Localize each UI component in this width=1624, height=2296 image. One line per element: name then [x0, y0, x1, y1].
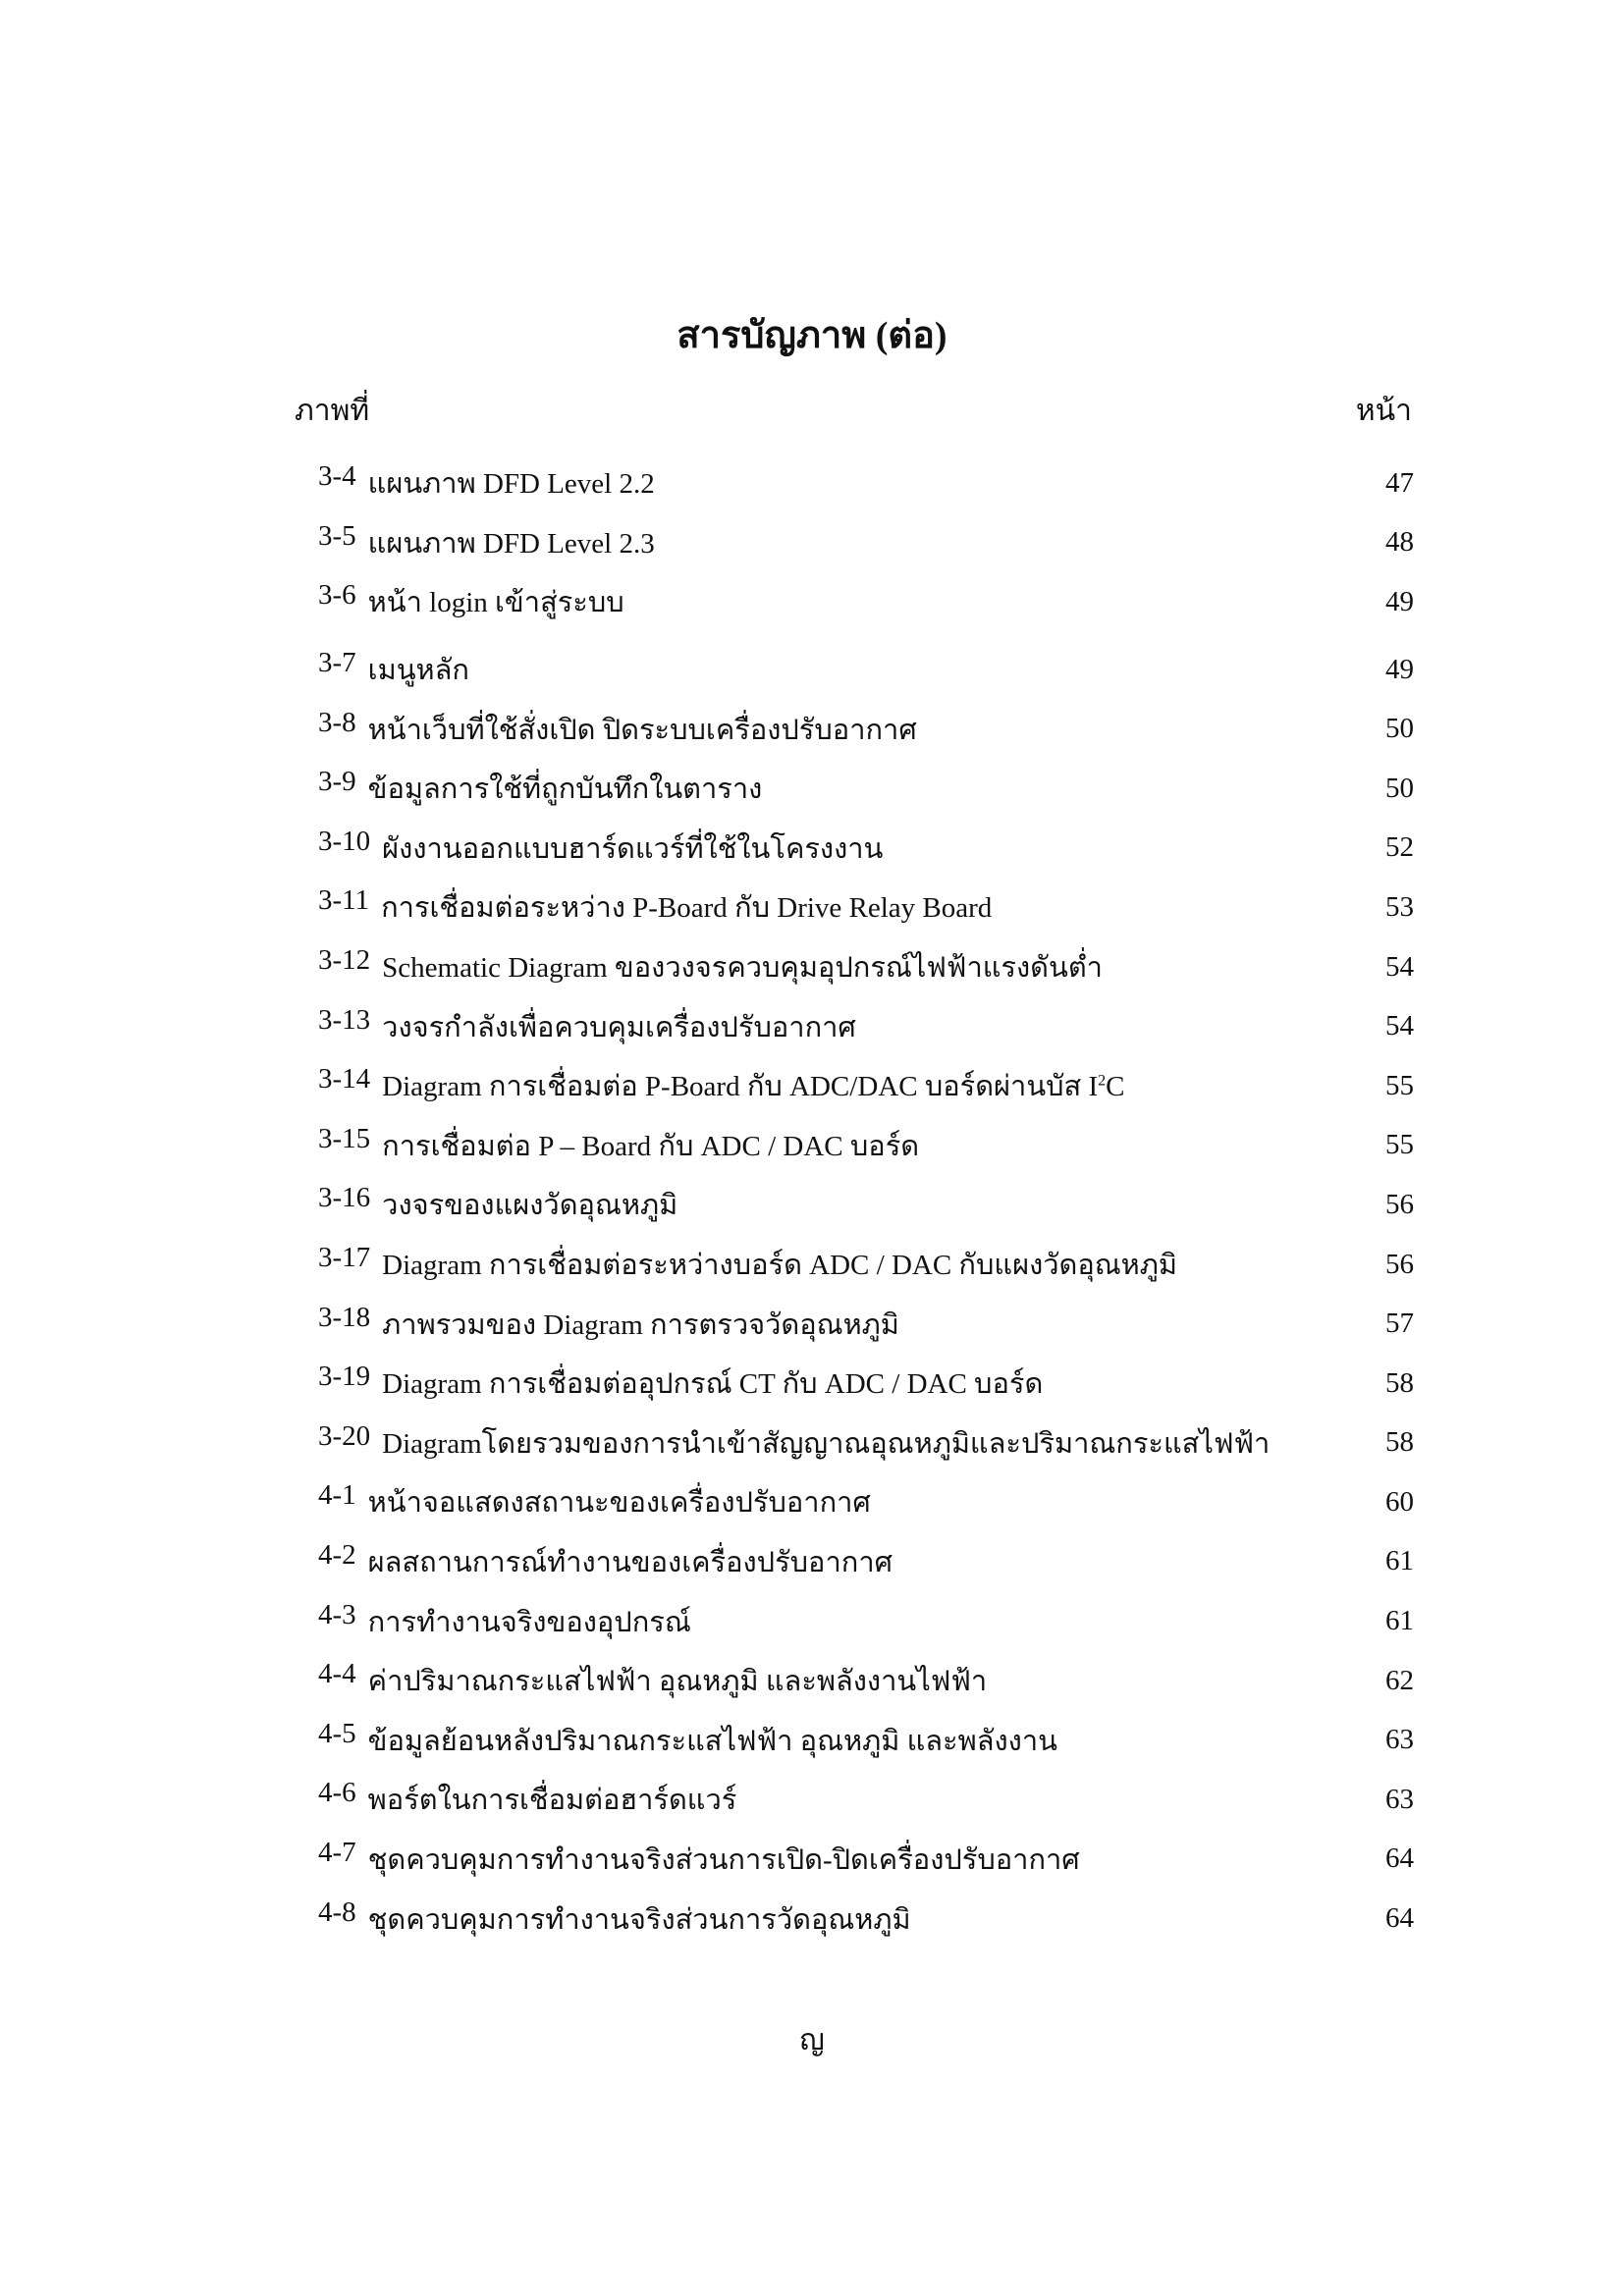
- toc-row: [318, 1532, 1414, 1592]
- figure-caption-text: การเชื่อมต่อระหว่าง P-Board กับ Drive Relay Board: [381, 892, 993, 925]
- figure-caption: [382, 826, 883, 871]
- toc-row: [318, 937, 1414, 997]
- figure-caption-text: ผังงานออกแบบฮาร์ดแวร์ที่ใช้ในโครงงาน: [382, 832, 884, 865]
- toc-entry-label: [318, 1837, 1080, 1882]
- toc-row: [318, 1235, 1414, 1295]
- toc-entry-label: [318, 1242, 1177, 1287]
- figure-number: 3-4: [318, 460, 356, 493]
- toc-row: [318, 759, 1414, 819]
- figure-number: 3-14: [318, 1063, 371, 1095]
- page-ref: 49: [1385, 653, 1414, 685]
- figure-caption-text: หน้า login เข้าสู่ระบบ: [367, 587, 624, 619]
- figure-caption: [382, 944, 1103, 989]
- figure-caption-text: การเชื่อมต่อ P – Board กับ ADC / DAC บอร์ด: [382, 1130, 920, 1162]
- toc-entry-label: [318, 1718, 1057, 1763]
- toc-row: [318, 1591, 1414, 1651]
- figure-number: 4-7: [318, 1836, 356, 1868]
- toc-entry-label: [318, 1302, 899, 1347]
- page-ref: 63: [1385, 1724, 1414, 1756]
- figure-caption-text: Diagramโดยรวมของการนำเข้าสัญญาณอุณหภูมิและปริมาณกระแสไฟฟ้า: [382, 1427, 1271, 1460]
- superscript: 2: [1098, 1072, 1107, 1090]
- toc-entry-label: [318, 579, 624, 624]
- toc-entry-label: [318, 944, 1103, 989]
- figure-caption-text: ภาพรวมของ Diagram การตรวจวัดอุณหภูมิ: [382, 1308, 899, 1341]
- toc-row: [318, 1830, 1414, 1890]
- page-ref: 54: [1385, 950, 1414, 983]
- page-ref: 55: [1385, 1069, 1414, 1101]
- figure-number: 3-15: [318, 1122, 371, 1154]
- figure-number: 3-10: [318, 825, 371, 857]
- figure-caption-text: เมนูหลัก: [367, 655, 469, 687]
- toc-entry-label: [318, 1777, 736, 1822]
- toc-entry-label: [318, 1182, 677, 1227]
- toc-row: [318, 1710, 1414, 1770]
- toc-entry-label: [318, 1658, 987, 1703]
- page-ref: 64: [1385, 1842, 1414, 1875]
- figure-number: 3-5: [318, 519, 356, 552]
- page-ref: 58: [1385, 1366, 1414, 1399]
- page-ref: 55: [1385, 1129, 1414, 1161]
- toc-row: [318, 640, 1414, 700]
- figure-caption-text: พอร์ตในการเชื่อมต่อฮาร์ดแวร์: [367, 1785, 737, 1817]
- figure-caption: [368, 579, 624, 624]
- figure-caption: [368, 1777, 737, 1822]
- figure-number: 3-11: [318, 884, 370, 917]
- figure-caption: [368, 647, 469, 692]
- toc-row: [318, 1414, 1414, 1473]
- figure-caption: [382, 1361, 1043, 1406]
- figure-caption-suffix: C: [1106, 1071, 1125, 1103]
- figure-caption-text: Schematic Diagram ของวงจรควบคุมอุปกรณ์ไฟฟ้าแรงดันต่ำ: [382, 952, 1103, 985]
- figure-caption: [382, 1123, 919, 1168]
- toc-row: [318, 699, 1414, 759]
- toc-entry-label: [318, 1063, 1125, 1108]
- figure-caption: [381, 884, 992, 930]
- figure-number: 4-5: [318, 1717, 356, 1749]
- page-ref: 49: [1385, 585, 1414, 617]
- toc-entry-label: [318, 460, 655, 506]
- figure-caption: [368, 460, 655, 506]
- toc-row: [318, 513, 1414, 573]
- toc-entry-label: [318, 1123, 919, 1168]
- page-ref: 57: [1385, 1308, 1414, 1340]
- figure-caption: [368, 1658, 987, 1703]
- toc-row: [318, 1056, 1414, 1116]
- page-ref: 62: [1385, 1664, 1414, 1696]
- page-title: สารบัญภาพ (ต่อ): [677, 315, 947, 356]
- figure-caption: [368, 1599, 691, 1644]
- figure-column-header: ภาพที่: [295, 395, 370, 427]
- figure-caption-text: ค่าปริมาณกระแสไฟฟ้า อุณหภูมิ และพลังงานไฟฟ้า: [367, 1666, 988, 1698]
- figure-number: 3-19: [318, 1361, 371, 1393]
- figure-number: 3-13: [318, 1003, 371, 1036]
- page-ref: 58: [1385, 1426, 1414, 1459]
- figure-number: 3-17: [318, 1242, 371, 1274]
- figure-caption: [368, 1479, 871, 1524]
- figure-caption: [368, 1718, 1057, 1763]
- toc-row: [318, 996, 1414, 1056]
- toc-entry-label: [318, 884, 992, 930]
- figure-caption-text: วงจรของแผงวัดอุณหภูมิ: [382, 1190, 678, 1222]
- figure-number: 4-2: [318, 1538, 356, 1571]
- page-ref: 56: [1385, 1248, 1414, 1280]
- figure-caption: [382, 1302, 899, 1347]
- figure-caption: [368, 766, 763, 811]
- toc-entry-label: [318, 1420, 1270, 1466]
- page-ref: 56: [1385, 1188, 1414, 1220]
- figure-caption-text: หน้าเว็บที่ใช้สั่งเปิด ปิดระบบเครื่องปรับอากาศ: [367, 714, 917, 746]
- toc-row: [318, 1294, 1414, 1354]
- toc-entry-label: [318, 1599, 691, 1644]
- figure-number: 3-7: [318, 647, 356, 679]
- page-number: ญ: [799, 2024, 825, 2056]
- figure-number: 3-8: [318, 706, 356, 738]
- page-ref: 52: [1385, 831, 1414, 864]
- page-ref: 50: [1385, 772, 1414, 804]
- figure-caption-text: หน้าจอแสดงสถานะของเครื่องปรับอากาศ: [367, 1487, 871, 1520]
- figure-caption: [368, 1896, 911, 1942]
- figure-list: [318, 454, 1414, 1949]
- figure-number: 4-6: [318, 1777, 356, 1809]
- figure-number: 4-3: [318, 1598, 356, 1630]
- toc-entry-label: [318, 707, 917, 752]
- figure-number: 3-16: [318, 1182, 371, 1214]
- figure-caption: [368, 520, 655, 565]
- figure-number: 4-1: [318, 1479, 356, 1512]
- figure-number: 3-6: [318, 579, 356, 612]
- figure-caption: [382, 1420, 1270, 1466]
- toc-row: [318, 1889, 1414, 1949]
- toc-row: [318, 572, 1414, 632]
- toc-row: [318, 1116, 1414, 1176]
- page-ref: 61: [1385, 1545, 1414, 1577]
- page-ref: 64: [1385, 1902, 1414, 1935]
- figure-caption-text: Diagram การเชื่อมต่ออุปกรณ์ CT กับ ADC / DAC บอร์ด: [382, 1368, 1044, 1401]
- figure-caption-text: แผนภาพ DFD Level 2.2: [367, 468, 655, 501]
- page-ref: 54: [1385, 1010, 1414, 1042]
- figure-number: 3-20: [318, 1419, 371, 1452]
- page-ref: 48: [1385, 526, 1414, 559]
- toc-row: [318, 1175, 1414, 1235]
- page-ref: 61: [1385, 1605, 1414, 1637]
- figure-caption-text: ผลสถานการณ์ทำงานของเครื่องปรับอากาศ: [367, 1546, 893, 1578]
- toc-row: [318, 1354, 1414, 1414]
- toc-entry-label: [318, 1539, 893, 1584]
- figure-caption-text: ชุดควบคุมการทำงานจริงส่วนการวัดอุณหภูมิ: [367, 1903, 911, 1936]
- figure-caption-text: วงจรกำลังเพื่อควบคุมเครื่องปรับอากาศ: [382, 1011, 856, 1043]
- toc-row: [318, 819, 1414, 879]
- figure-caption: [368, 1837, 1080, 1882]
- figure-caption-text: ชุดควบคุมการทำงานจริงส่วนการเปิด-ปิดเครื่องปรับอากาศ: [367, 1843, 1080, 1876]
- page-ref: 47: [1385, 466, 1414, 499]
- figure-caption-text: Diagram การเชื่อมต่อ P-Board กับ ADC/DAC บอร์ดผ่านบัส I: [382, 1071, 1099, 1103]
- page-column-header: หน้า: [1355, 395, 1412, 427]
- figure-number: 3-9: [318, 766, 356, 798]
- figure-caption: [368, 1539, 893, 1584]
- page-ref: 53: [1385, 890, 1414, 923]
- figure-number: 4-4: [318, 1658, 356, 1690]
- figure-caption-text: แผนภาพ DFD Level 2.3: [367, 527, 655, 560]
- toc-entry-label: [318, 1896, 911, 1942]
- figure-number: 4-8: [318, 1896, 356, 1928]
- figure-caption: [382, 1004, 856, 1049]
- toc-entry-label: [318, 1479, 871, 1524]
- toc-row: [318, 1472, 1414, 1532]
- toc-entry-label: [318, 1004, 856, 1049]
- figure-caption-text: การทำงานจริงของอุปกรณ์: [367, 1606, 691, 1638]
- figure-caption: [382, 1063, 1124, 1108]
- toc-row: [318, 454, 1414, 513]
- page-ref: 60: [1385, 1485, 1414, 1518]
- figure-caption: [382, 1182, 677, 1227]
- toc-entry-label: [318, 647, 469, 692]
- figure-number: 3-12: [318, 944, 371, 977]
- toc-entry-label: [318, 826, 883, 871]
- figure-number: 3-18: [318, 1301, 371, 1333]
- toc-row: [318, 878, 1414, 937]
- figure-caption-text: Diagram การเชื่อมต่อระหว่างบอร์ด ADC / DAC กับแผงวัดอุณหภูมิ: [382, 1250, 1178, 1282]
- figure-caption-text: ข้อมูลการใช้ที่ถูกบันทึกในตาราง: [367, 774, 763, 806]
- toc-row: [318, 1770, 1414, 1830]
- page-ref: 50: [1385, 713, 1414, 745]
- toc-entry-label: [318, 766, 762, 811]
- toc-row: [318, 1651, 1414, 1711]
- figure-caption: [368, 707, 917, 752]
- page-ref: 63: [1385, 1783, 1414, 1815]
- toc-entry-label: [318, 1361, 1043, 1406]
- figure-caption: [382, 1242, 1177, 1287]
- toc-entry-label: [318, 520, 655, 565]
- figure-caption-text: ข้อมูลย้อนหลังปริมาณกระแสไฟฟ้า อุณหภูมิ และพลังงาน: [367, 1725, 1057, 1757]
